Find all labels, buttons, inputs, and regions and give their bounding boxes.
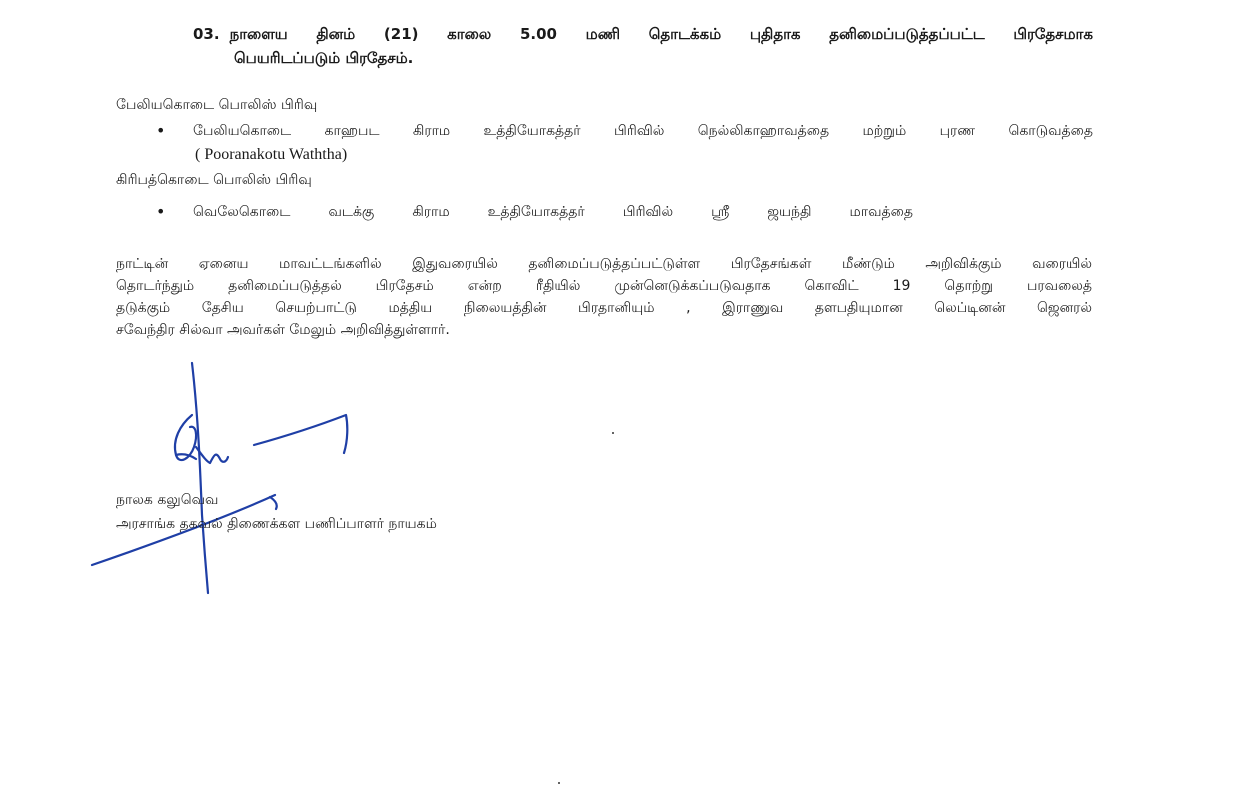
heading-number: 03.: [193, 25, 220, 43]
heading-line-1: நாளைய தினம் (21) காலை 5.00 மணி தொடக்கம் புதிதாக தனிமைப்படுத்தப்பட்ட பிரதேசமாக: [229, 25, 1093, 43]
handwritten-signature: [80, 355, 380, 605]
heading-line-2: பெயரிடப்படும் பிரதேசம்.: [234, 49, 414, 67]
scan-speck: [558, 782, 560, 784]
bullet-icon: •: [156, 202, 166, 221]
paragraph-line-1: நாட்டின் ஏனைய மாவட்டங்களில் இதுவரையில் தனிமைப்படுத்தப்பட்டுள்ள பிரதேசங்கள் மீண்டும் அறிவிக்கும் வரையில்: [116, 256, 1092, 272]
body-paragraph: [116, 253, 1092, 341]
signatory-name: நாலக கலுவெவ: [116, 492, 219, 508]
scan-speck: [612, 432, 614, 434]
list-item: [156, 200, 1096, 226]
bullet-line-1: பேலியகொடை காஹபட கிராம உத்தியோகத்தர் பிரிவில் நெல்லிகாஹாவத்தை மற்றும் புரண கொடுவத்தை: [193, 123, 1093, 139]
paragraph-line-3: தடுக்கும் தேசிய செயற்பாட்டு மத்திய நிலையத்தின் பிரதானியும் , இராணுவ தளபதியுமான லெப்டினன் ஜெனரல்: [116, 300, 1092, 316]
section-title-kiribathgoda: கிரிபத்கொடை பொலிஸ் பிரிவு: [116, 172, 312, 188]
paragraph-line-4: சவேந்திர சில்வா அவர்கள் மேலும் அறிவித்துள்ளார்.: [116, 322, 450, 338]
bullet-line-2: ( Pooranakotu Waththa): [195, 146, 348, 163]
signatory-role: அரசாங்க தகவல் திணைக்கள பணிப்பாளர் நாயகம்: [116, 516, 437, 532]
bullet-line-1: வெலேகொடை வடக்கு கிராம உத்தியோகத்தர் பிரிவில் ஸ்ரீ ஜயந்தி மாவத்தை: [193, 204, 913, 220]
numbered-heading: [193, 22, 1093, 70]
paragraph-line-2: தொடர்ந்தும் தனிமைப்படுத்தல் பிரதேசம் என்ற ரீதியில் முன்னெடுக்கப்படுவதாக கொவிட் 19 தொற்று பரவலைத்: [116, 278, 1092, 294]
bullet-icon: •: [156, 121, 166, 140]
list-item: [156, 119, 1096, 169]
section-title-peliyagoda: பேலியகொடை பொலிஸ் பிரிவு: [116, 97, 318, 113]
